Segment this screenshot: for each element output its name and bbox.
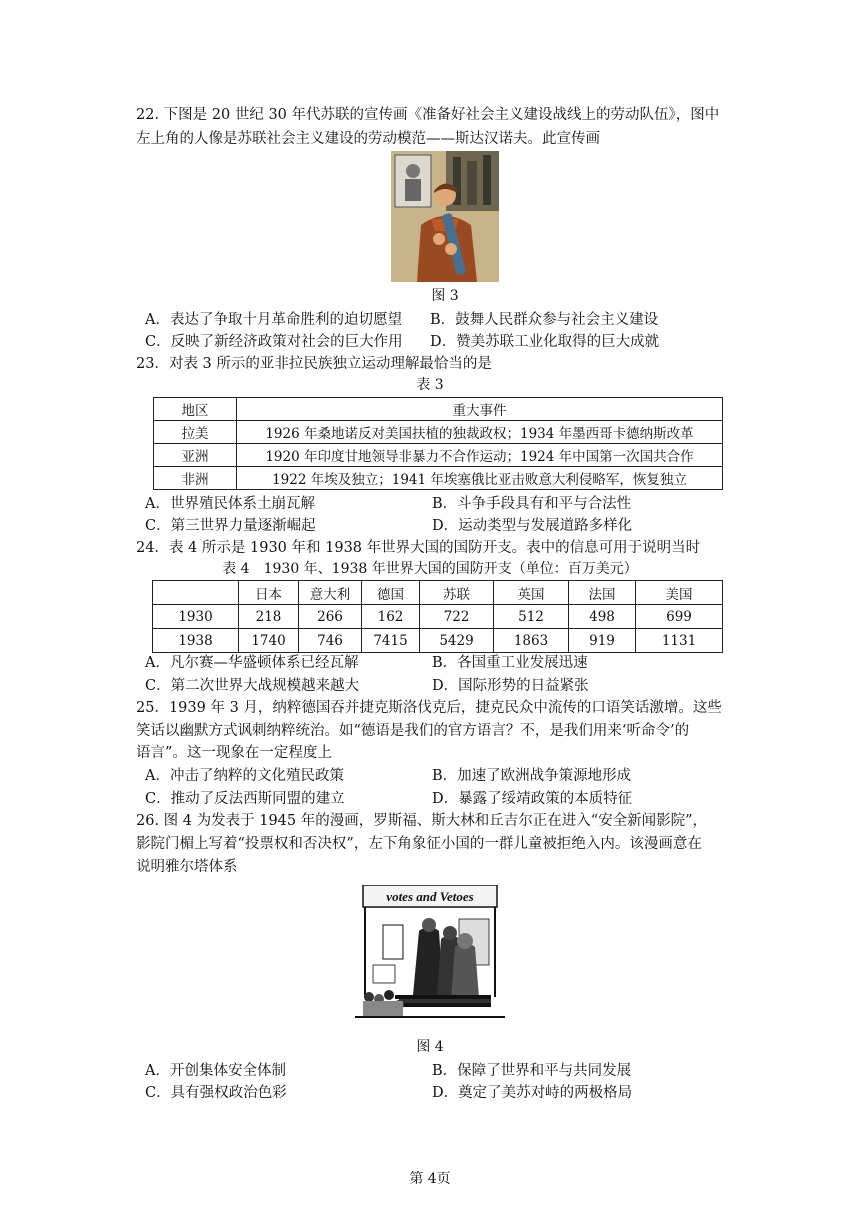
table-cell: 498 xyxy=(569,605,636,629)
q26-option-b[interactable]: B．保障了世界和平与共同发展 xyxy=(432,1063,632,1079)
table-cell: 919 xyxy=(569,629,636,653)
soviet-poster-figure xyxy=(391,151,499,282)
table-row xyxy=(154,421,723,444)
table-3 xyxy=(153,397,723,490)
q26-option-d[interactable]: D．奠定了美苏对峙的两极格局 xyxy=(432,1085,633,1101)
table-cell: 162 xyxy=(362,605,420,629)
table-cell: 1930 xyxy=(153,605,239,629)
figure-3-caption: 图 3 xyxy=(431,288,459,304)
q26-stem-line2: 影院门楣上写着“投票权和否决权”，左下角象征小国的一群儿童被拒绝入内。该漫画意在 xyxy=(136,836,702,852)
table-header-cell: 意大利 xyxy=(299,581,362,605)
q22-stem-line2: 左上角的人像是苏联社会主义建设的劳动模范——斯达汉诺夫。此宣传画 xyxy=(136,131,600,147)
q24-option-b[interactable]: B．各国重工业发展迅速 xyxy=(432,655,588,671)
table-cell: 746 xyxy=(299,629,362,653)
q22-option-d[interactable]: D．赞美苏联工业化取得的巨大成就 xyxy=(430,334,660,350)
table-row xyxy=(154,467,723,490)
table-header-cell: 苏联 xyxy=(420,581,494,605)
table-header-cell: 地区 xyxy=(154,398,237,421)
table-cell: 1131 xyxy=(636,629,723,653)
table-header-cell: 美国 xyxy=(636,581,723,605)
q25-option-d[interactable]: D．暴露了绥靖政策的本质特征 xyxy=(432,791,633,807)
table-cell: 1863 xyxy=(494,629,569,653)
table-header-cell xyxy=(153,581,239,605)
table-header-cell: 重大事件 xyxy=(237,398,723,421)
table-cell: 1740 xyxy=(239,629,299,653)
q26-stem-line1: 26. 图 4 为发表于 1945 年的漫画，罗斯福、斯大林和丘吉尔正在进入“安全新闻影院”， xyxy=(136,813,708,829)
q26-option-a[interactable]: A．开创集体安全体制 xyxy=(145,1063,286,1079)
q25-option-a[interactable]: A．冲击了纳粹的文化殖民政策 xyxy=(145,768,344,784)
q22-stem-line1: 22. 下图是 20 世纪 30 年代苏联的宣传画《准备好社会主义建设战线上的劳动队伍》，图中 xyxy=(136,107,720,123)
table-row xyxy=(153,629,723,653)
table-cell: 非洲 xyxy=(154,467,237,490)
table-cell: 699 xyxy=(636,605,723,629)
table-cell: 拉美 xyxy=(154,421,237,444)
figure-4-caption: 图 4 xyxy=(416,1039,444,1055)
page-number: 第 4页 xyxy=(409,1171,451,1187)
table-cell: 1926 年桑地诺反对美国扶植的独裁政权；1934 年墨西哥卡德纳斯改革 xyxy=(237,421,723,444)
table-cell: 512 xyxy=(494,605,569,629)
q24-option-c[interactable]: C．第二次世界大战规模越来越大 xyxy=(145,678,360,694)
q25-option-b[interactable]: B．加速了欧洲战争策源地形成 xyxy=(432,768,632,784)
table-cell: 218 xyxy=(239,605,299,629)
table-row xyxy=(154,444,723,467)
q25-stem-line2: 笑话以幽默方式讽刺纳粹统治。如“德语是我们的官方语言？不，是我们用来‘听命令’的 xyxy=(136,723,690,739)
q25-option-c[interactable]: C．推动了反法西斯同盟的建立 xyxy=(145,791,345,807)
table-3-caption: 表 3 xyxy=(416,377,444,393)
q23-option-a[interactable]: A．世界殖民体系土崩瓦解 xyxy=(145,496,315,512)
q25-stem-line3: 语言”。这一现象在一定程度上 xyxy=(136,745,332,761)
q23-option-c[interactable]: C．第三世界力量逐渐崛起 xyxy=(145,518,316,534)
q23-option-d[interactable]: D．运动类型与发展道路多样化 xyxy=(432,518,633,534)
table-cell: 1920 年印度甘地领导非暴力不合作运动；1924 年中国第一次国共合作 xyxy=(237,444,723,467)
q23-option-b[interactable]: B．斗争手段具有和平与合法性 xyxy=(432,496,632,512)
table-header-cell: 法国 xyxy=(569,581,636,605)
q26-stem-line3: 说明雅尔塔体系 xyxy=(136,859,238,875)
q24-option-a[interactable]: A．凡尔赛—华盛顿体系已经瓦解 xyxy=(145,655,359,671)
table-header-cell: 日本 xyxy=(239,581,299,605)
q24-option-d[interactable]: D．国际形势的日益紧张 xyxy=(432,678,589,694)
yalta-cartoon-figure xyxy=(355,885,505,1019)
table-4-caption: 表 4 1930 年、1938 年世界大国的国防开支（单位：百万美元） xyxy=(222,561,638,577)
q26-option-c[interactable]: C．具有强权政治色彩 xyxy=(145,1085,287,1101)
cartoon-sign-text: votes and Vetoes xyxy=(386,889,474,904)
table-header-row xyxy=(153,581,723,605)
table-cell: 5429 xyxy=(420,629,494,653)
table-cell: 1922 年埃及独立；1941 年埃塞俄比亚击败意大利侵略军，恢复独立 xyxy=(237,467,723,490)
table-cell: 7415 xyxy=(362,629,420,653)
table-cell: 1938 xyxy=(153,629,239,653)
table-cell: 亚洲 xyxy=(154,444,237,467)
table-cell: 722 xyxy=(420,605,494,629)
table-cell: 266 xyxy=(299,605,362,629)
table-row xyxy=(153,605,723,629)
table-4 xyxy=(152,580,723,653)
q23-stem-line1: 23．对表 3 所示的亚非拉民族独立运动理解最恰当的是 xyxy=(136,356,492,372)
q22-option-b[interactable]: B．鼓舞人民群众参与社会主义建设 xyxy=(430,312,659,328)
q24-stem-line1: 24．表 4 所示是 1930 年和 1938 年世界大国的国防开支。表中的信息可用于说明当时 xyxy=(136,540,701,556)
q22-option-c[interactable]: C．反映了新经济政策对社会的巨大作用 xyxy=(145,334,403,350)
table-header-cell: 英国 xyxy=(494,581,569,605)
table-header-cell: 德国 xyxy=(362,581,420,605)
q25-stem-line1: 25．1939 年 3 月，纳粹德国吞并捷克斯洛伐克后，捷克民众中流传的口语笑话激增。这些 xyxy=(136,700,722,716)
q22-option-a[interactable]: A．表达了争取十月革命胜利的迫切愿望 xyxy=(145,312,402,328)
table-header-row xyxy=(154,398,723,421)
